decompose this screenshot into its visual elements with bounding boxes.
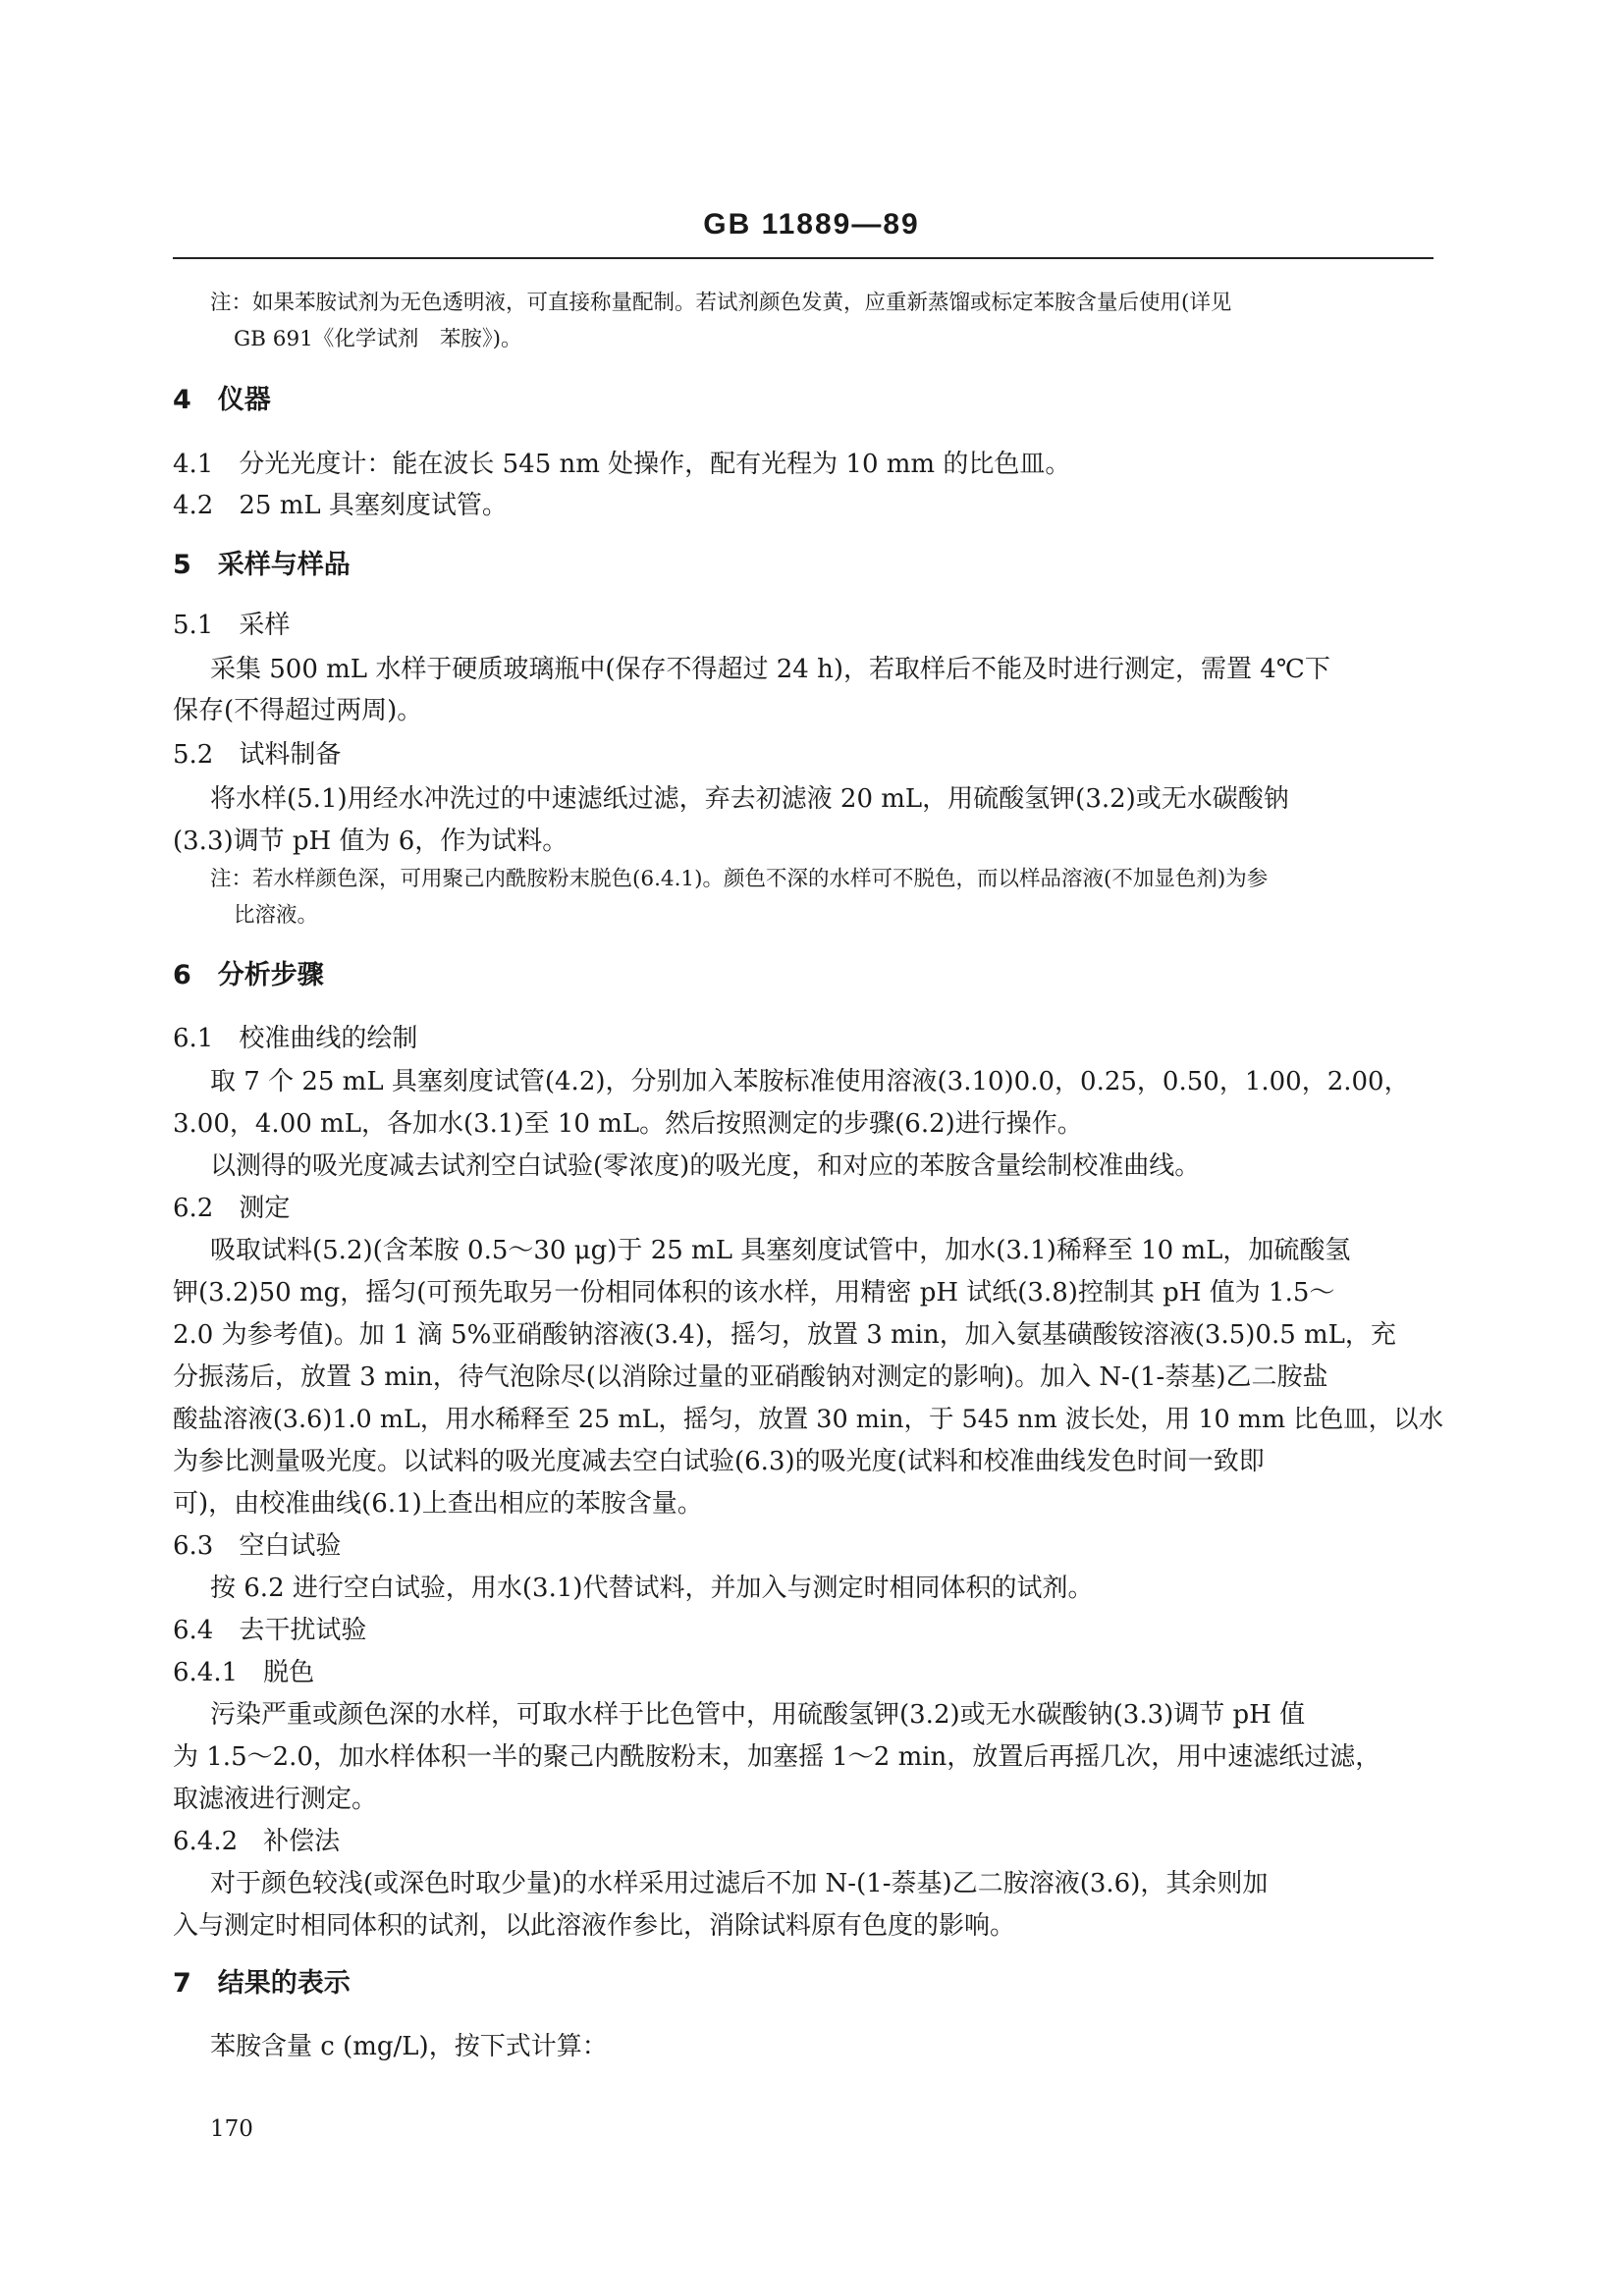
note-line: 比溶液。: [234, 903, 319, 928]
paragraph-line: 苯胺含量 c (mg/L)，按下式计算：: [210, 2032, 608, 2061]
paragraph-line: 污染严重或颜色深的水样，可取水样于比色管中，用硫酸氢钾(3.2)或无水碳酸钠(3.3)调节 pH 值: [210, 1700, 1306, 1730]
clause-line: 4.2 25 mL 具塞刻度试管。: [173, 491, 508, 520]
paragraph-line: 可)，由校准曲线(6.1)上查出相应的苯胺含量。: [173, 1489, 703, 1519]
clause-heading: 6.4.2 补偿法: [173, 1827, 341, 1856]
paragraph-line: 入与测定时相同体积的试剂，以此溶液作参比，消除试料原有色度的影响。: [173, 1911, 1016, 1941]
clause-heading: 6.1 校准曲线的绘制: [173, 1024, 418, 1053]
paragraph-line: (3.3)调节 pH 值为 6，作为试料。: [173, 827, 568, 856]
section-heading: 7 结果的表示: [173, 1968, 351, 1999]
clause-heading: 6.3 空白试验: [173, 1531, 342, 1561]
section-heading: 5 采样与样品: [173, 550, 351, 580]
paragraph-line: 为参比测量吸光度。以试料的吸光度减去空白试验(6.3)的吸光度(试料和校准曲线发色时间一致即: [173, 1447, 1265, 1476]
paragraph-line: 3.00，4.00 mL，各加水(3.1)至 10 mL。然后按照测定的步骤(6.2)进行操作。: [173, 1109, 1083, 1139]
paragraph-line: 采集 500 mL 水样于硬质玻璃瓶中(保存不得超过 24 h)，若取样后不能及时进行测定，需置 4℃下: [210, 655, 1330, 684]
paragraph-line: 吸取试料(5.2)(含苯胺 0.5～30 μg)于 25 mL 具塞刻度试管中，加水(3.1)稀释至 10 mL，加硫酸氢: [210, 1236, 1351, 1265]
clause-heading: 6.2 测定: [173, 1194, 291, 1223]
page-header-standard-number: GB 11889—89: [703, 208, 920, 240]
paragraph-line: 按 6.2 进行空白试验，用水(3.1)代替试料，并加入与测定时相同体积的试剂。: [210, 1574, 1094, 1603]
section-heading: 6 分析步骤: [173, 960, 324, 990]
clause-heading: 6.4.1 脱色: [173, 1658, 315, 1687]
clause-heading: 6.4 去干扰试验: [173, 1616, 367, 1645]
paragraph-line: 将水样(5.1)用经水冲洗过的中速滤纸过滤，弃去初滤液 20 mL，用硫酸氢钾(3.2)或无水碳酸钠: [210, 784, 1289, 814]
paragraph-line: 保存(不得超过两周)。: [173, 696, 423, 725]
clause-line: 4.1 分光光度计：能在波长 545 nm 处操作，配有光程为 10 mm 的比色皿。: [173, 450, 1071, 479]
paragraph-line: 酸盐溶液(3.6)1.0 mL，用水稀释至 25 mL，摇匀，放置 30 min，于 545 nm 波长处，用 10 mm 比色皿，以水: [173, 1405, 1444, 1434]
paragraph-line: 为 1.5～2.0，加水样体积一半的聚己内酰胺粉末，加塞摇 1～2 min，放置后再摇几次，用中速滤纸过滤，: [173, 1742, 1381, 1772]
clause-heading: 5.2 试料制备: [173, 740, 342, 770]
note-line: 注：若水样颜色深，可用聚己内酰胺粉末脱色(6.4.1)。颜色不深的水样可不脱色，而以样品溶液(不加显色剂)为参: [210, 867, 1269, 891]
note-line: GB 691《化学试剂 苯胺》)。: [234, 327, 522, 351]
note-line: 注：如果苯胺试剂为无色透明液，可直接称量配制。若试剂颜色发黄，应重新蒸馏或标定苯胺含量后使用(详见: [210, 291, 1232, 315]
paragraph-line: 2.0 为参考值)。加 1 滴 5%亚硝酸钠溶液(3.4)，摇匀，放置 3 min，加入氨基磺酸铵溶液(3.5)0.5 mL，充: [173, 1320, 1396, 1350]
section-heading: 4 仪器: [173, 385, 271, 415]
paragraph-line: 对于颜色较浅(或深色时取少量)的水样采用过滤后不加 N-(1-萘基)乙二胺溶液(3.6)，其余则加: [210, 1869, 1269, 1898]
paragraph-line: 取 7 个 25 mL 具塞刻度试管(4.2)，分别加入苯胺标准使用溶液(3.10)0.0，0.25，0.50，1.00，2.00，: [210, 1067, 1410, 1096]
paragraph-line: 钾(3.2)50 mg，摇匀(可预先取另一份相同体积的该水样，用精密 pH 试纸(3.8)控制其 pH 值为 1.5～: [173, 1278, 1335, 1308]
header-rule: [173, 257, 1434, 259]
paragraph-line: 取滤液进行测定。: [173, 1785, 378, 1814]
paragraph-line: 以测得的吸光度减去试剂空白试验(零浓度)的吸光度，和对应的苯胺含量绘制校准曲线。: [210, 1151, 1201, 1181]
paragraph-line: 分振荡后，放置 3 min，待气泡除尽(以消除过量的亚硝酸钠对测定的影响)。加入 N-(1-萘基)乙二胺盐: [173, 1362, 1328, 1392]
page-number: 170: [210, 2116, 253, 2142]
clause-heading: 5.1 采样: [173, 611, 291, 640]
